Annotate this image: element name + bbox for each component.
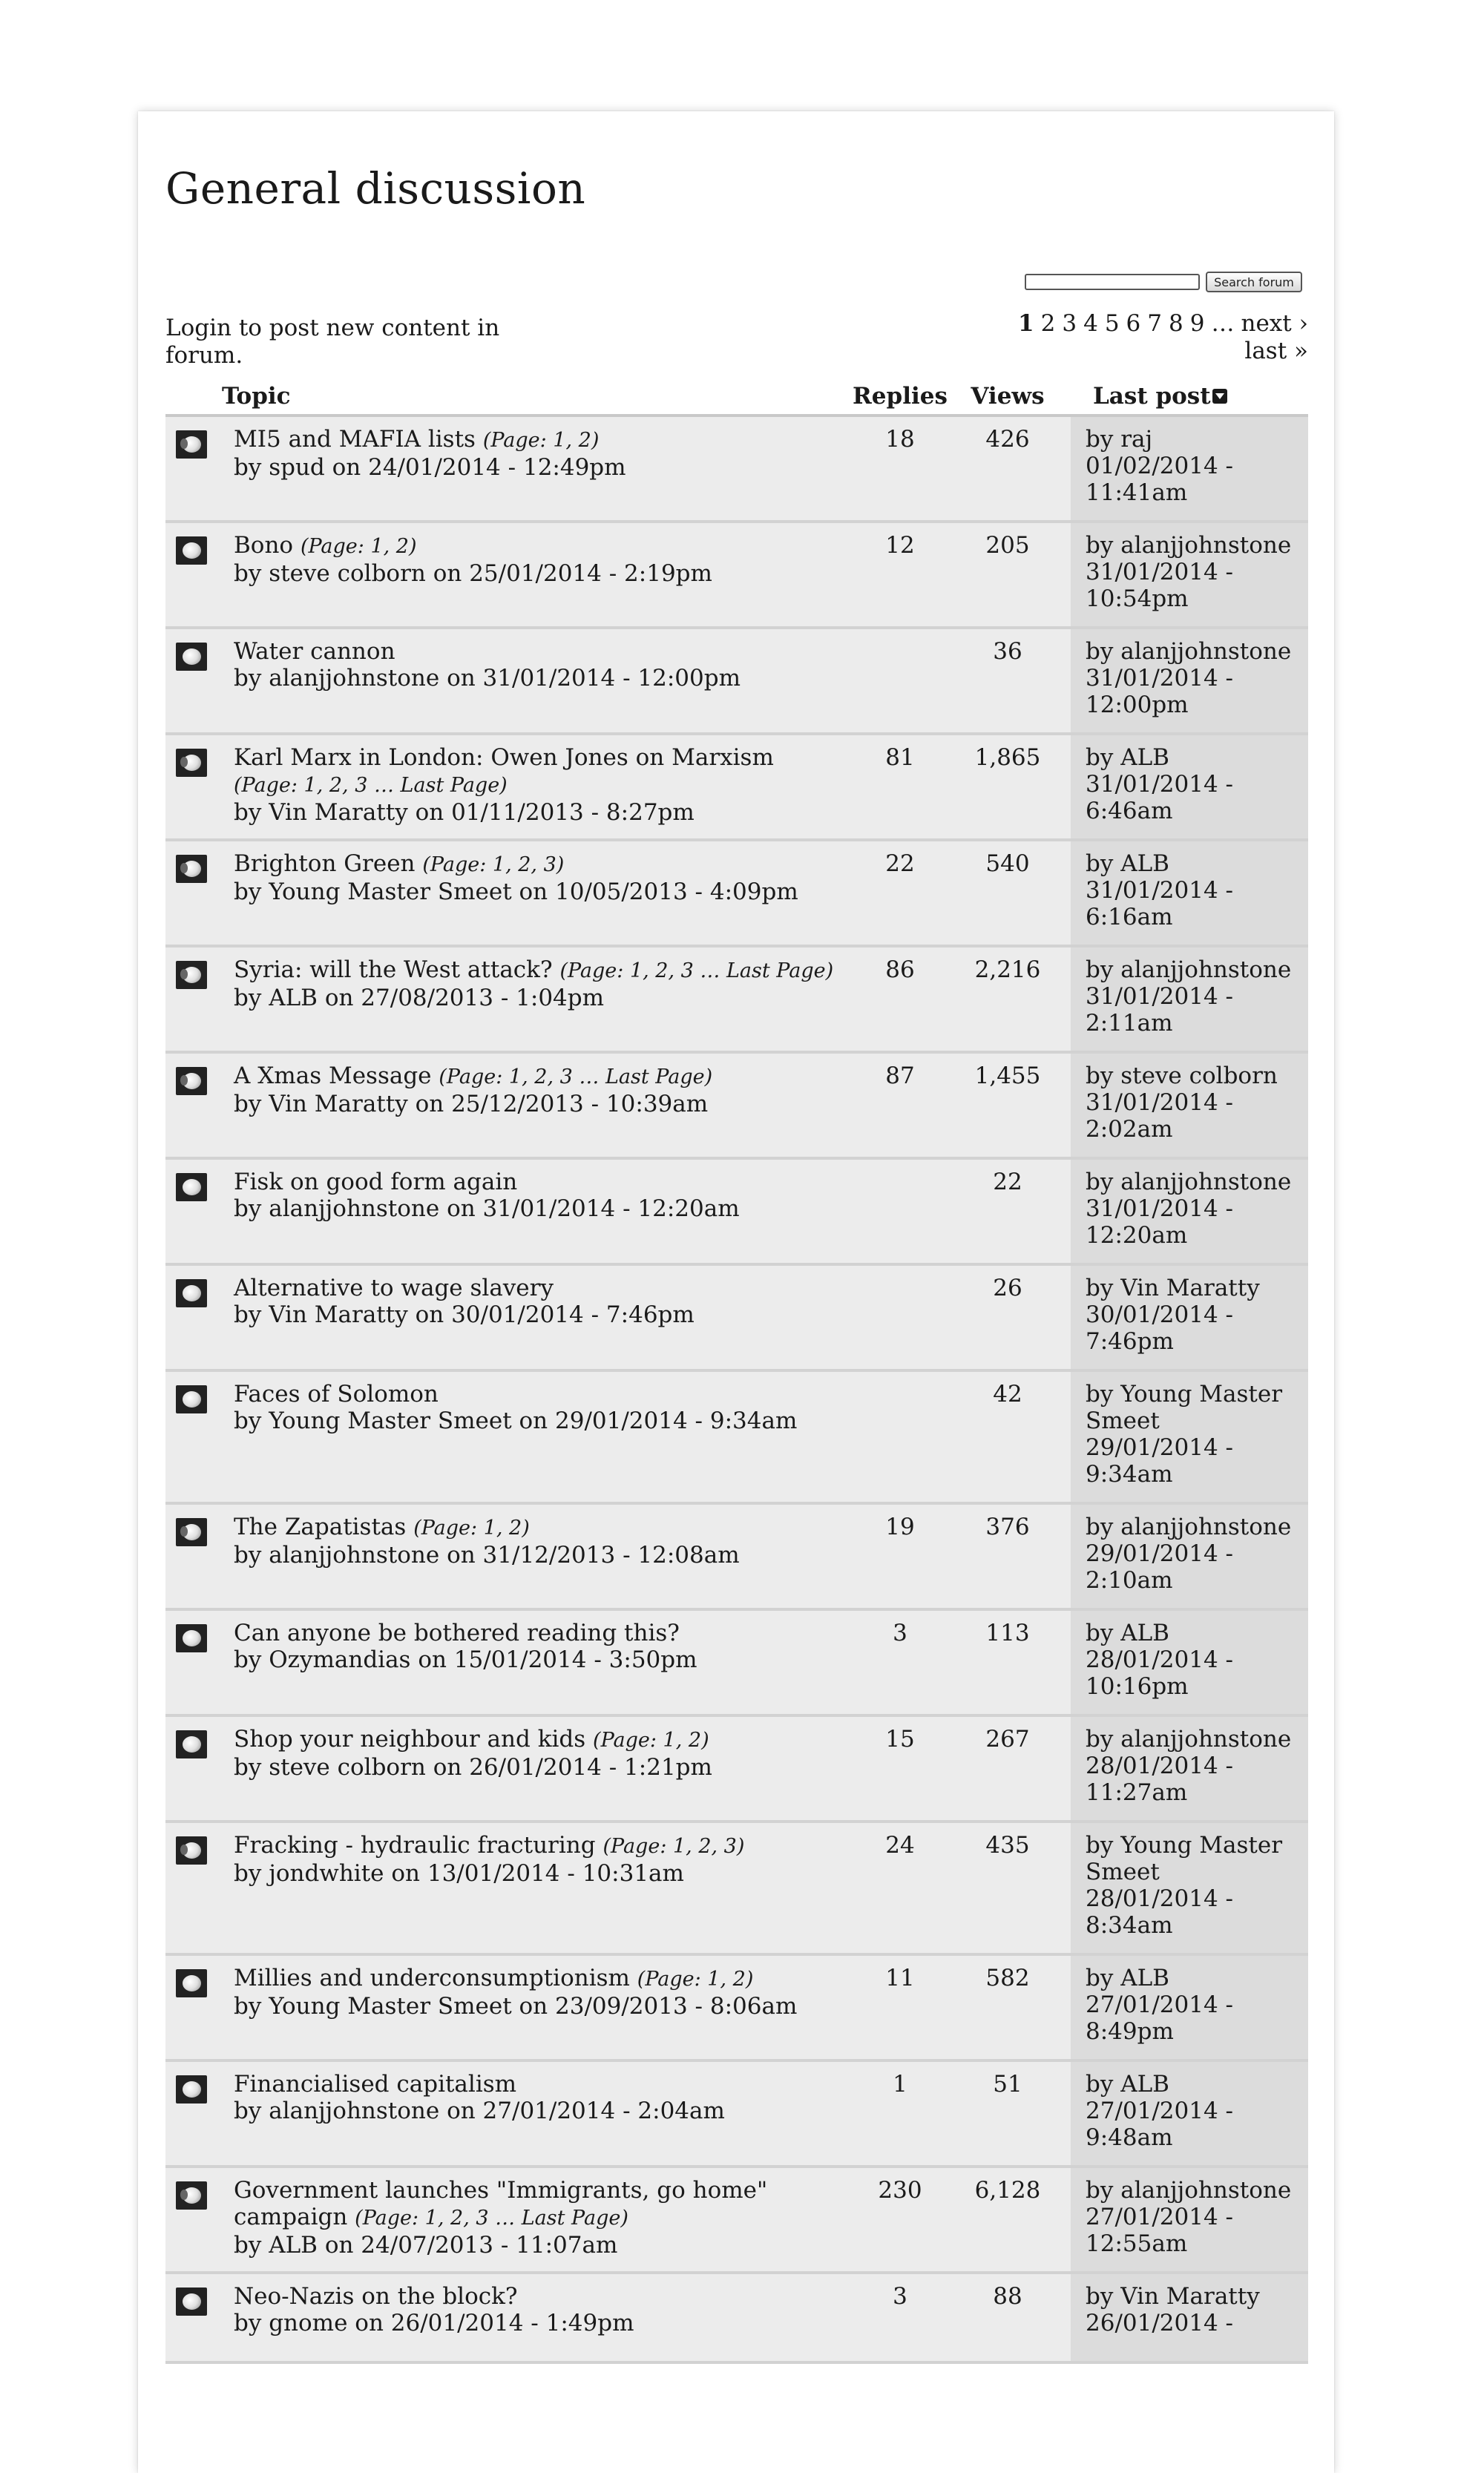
replies-count: 15	[885, 1726, 915, 1753]
last-post-date: 31/01/2014 -	[1086, 1089, 1234, 1116]
table-row	[165, 523, 1308, 629]
views-count: 22	[993, 1169, 1022, 1195]
views-count: 51	[993, 2071, 1022, 2098]
topic-page-links[interactable]: (Page: 1, 2)	[593, 1729, 709, 1752]
topic-icon	[176, 643, 207, 671]
last-post-by[interactable]: by Vin Maratty	[1086, 1275, 1260, 1301]
last-post-by[interactable]: by alanjjohnstone	[1086, 638, 1292, 665]
table-row	[165, 629, 1308, 735]
pager-line	[863, 338, 1308, 365]
topic-page-links[interactable]: (Page: 1, 2, 3)	[422, 853, 565, 876]
last-post-time: 8:49pm	[1086, 2018, 1174, 2045]
last-post-cell	[1086, 956, 1301, 1037]
topic-byline: by jondwhite on 13/01/2014 - 10:31am	[234, 1860, 684, 1887]
topic-link[interactable]: Brighton Green	[234, 850, 416, 877]
replies-count: 22	[885, 850, 915, 877]
topic-link[interactable]: MI5 and MAFIA lists	[234, 426, 476, 453]
column-header-views[interactable]: Views	[971, 383, 1045, 410]
topic-byline: by spud on 24/01/2014 - 12:49pm	[234, 454, 626, 481]
last-post-cell	[1086, 2177, 1301, 2257]
views-count: 426	[985, 426, 1030, 453]
hot-topic-icon	[176, 855, 207, 883]
views-count: 2,216	[974, 956, 1041, 983]
last-post-time: 12:20am	[1086, 1222, 1188, 1249]
last-post-time: 6:16am	[1086, 904, 1173, 930]
last-post-cell	[1086, 1965, 1301, 2045]
views-count: 113	[985, 1620, 1030, 1646]
last-post-date: 31/01/2014 -	[1086, 559, 1234, 585]
topic-cell	[234, 1063, 842, 1117]
last-post-cell	[1086, 532, 1301, 612]
topic-link[interactable]: Faces of Solomon	[234, 1381, 439, 1408]
topic-byline: by Ozymandias on 15/01/2014 - 3:50pm	[234, 1646, 697, 1673]
last-post-date: 31/01/2014 -	[1086, 771, 1234, 798]
topic-byline: by alanjjohnstone on 31/01/2014 - 12:00pm	[234, 665, 741, 692]
last-post-by[interactable]: by alanjjohnstone	[1086, 2177, 1292, 2204]
table-row	[165, 735, 1308, 841]
last-post-date: 31/01/2014 -	[1086, 1195, 1234, 1222]
topic-page-links[interactable]: (Page: 1, 2)	[637, 1968, 754, 1991]
views-count: 1,865	[974, 744, 1041, 771]
last-post-time: 12:00pm	[1086, 692, 1189, 718]
topic-link[interactable]: Government launches "Immigrants, go home" campaign	[234, 2177, 768, 2230]
topic-icon	[176, 2288, 207, 2316]
hot-topic-icon	[176, 961, 207, 989]
topic-link[interactable]: Fisk on good form again	[234, 1169, 518, 1195]
views-count: 6,128	[974, 2177, 1041, 2204]
table-row	[165, 948, 1308, 1054]
topic-link[interactable]: Millies and underconsumptionism	[234, 1965, 630, 1991]
last-post-by[interactable]: by alanjjohnstone	[1086, 1726, 1292, 1753]
topic-byline: by gnome on 26/01/2014 - 1:49pm	[234, 2310, 634, 2336]
table-row	[165, 1717, 1308, 1823]
topic-page-links[interactable]: (Page: 1, 2, 3 … Last Page)	[355, 2207, 628, 2230]
pager-ellipsis: …	[1211, 310, 1235, 337]
replies-count: 86	[885, 956, 915, 983]
last-post-time: 2:11am	[1086, 1010, 1173, 1037]
replies-count: 24	[885, 1832, 915, 1859]
replies-count: 1	[893, 2071, 907, 2098]
topic-link[interactable]: Shop your neighbour and kids	[234, 1726, 586, 1753]
topic-link[interactable]: Alternative to wage slavery	[234, 1275, 554, 1301]
table-row	[165, 1054, 1308, 1160]
topic-link[interactable]: Syria: will the West attack?	[234, 956, 553, 983]
topic-link[interactable]: Fracking - hydraulic fracturing	[234, 1832, 596, 1859]
topic-cell	[234, 1169, 842, 1222]
pager-page-1[interactable]: 1	[1018, 310, 1034, 337]
topic-link[interactable]: Financialised capitalism	[234, 2071, 517, 2098]
table-row	[165, 1266, 1308, 1372]
topic-icon	[176, 1173, 207, 1201]
topic-cell	[234, 956, 842, 1011]
topic-icon	[176, 1624, 207, 1652]
views-count: 582	[985, 1965, 1030, 1991]
topic-byline: by alanjjohnstone on 27/01/2014 - 2:04am	[234, 2098, 725, 2124]
last-post-by[interactable]: by alanjjohnstone	[1086, 1514, 1292, 1540]
last-post-by[interactable]: by ALB	[1086, 744, 1169, 771]
last-post-by[interactable]: by alanjjohnstone	[1086, 956, 1292, 983]
topic-link[interactable]: Can anyone be bothered reading this?	[234, 1620, 680, 1646]
last-post-cell	[1086, 1381, 1301, 1488]
last-post-cell	[1086, 744, 1301, 824]
topic-icon	[176, 1969, 207, 1997]
topic-cell	[234, 532, 842, 587]
column-header-replies[interactable]: Replies	[853, 383, 948, 410]
topic-cell	[234, 638, 842, 692]
last-post-date: 31/01/2014 -	[1086, 877, 1234, 904]
last-post-date: 28/01/2014 -	[1086, 1753, 1234, 1779]
views-count: 42	[993, 1381, 1022, 1408]
topic-byline: by ALB on 27/08/2013 - 1:04pm	[234, 985, 605, 1011]
views-count: 88	[993, 2283, 1022, 2310]
last-post-by[interactable]: by alanjjohnstone	[1086, 532, 1292, 559]
last-post-time: 9:48am	[1086, 2124, 1173, 2151]
topic-cell	[234, 1726, 842, 1781]
topic-cell	[234, 850, 842, 905]
last-post-cell	[1086, 1514, 1301, 1594]
last-post-time: 8:34am	[1086, 1912, 1173, 1939]
last-post-by[interactable]: by alanjjohnstone	[1086, 1169, 1292, 1195]
topic-link[interactable]: A Xmas Message	[234, 1063, 432, 1089]
topic-cell	[234, 426, 842, 481]
topic-page-links[interactable]: (Page: 1, 2)	[482, 429, 600, 452]
last-post-by[interactable]: by raj	[1086, 426, 1153, 453]
last-post-cell	[1086, 1169, 1301, 1249]
topic-icon	[176, 2075, 207, 2103]
replies-count: 12	[885, 532, 915, 559]
hot-topic-icon	[176, 1067, 207, 1095]
pager-line	[863, 310, 1308, 338]
topic-byline: by alanjjohnstone on 31/01/2014 - 12:20am	[234, 1195, 740, 1222]
topic-byline: by Vin Maratty on 30/01/2014 - 7:46pm	[234, 1301, 695, 1328]
table-row	[165, 841, 1308, 948]
table-row	[165, 1823, 1308, 1956]
sort-descending-icon[interactable]	[1212, 389, 1227, 404]
last-post-cell	[1086, 2071, 1301, 2151]
pager-next-link[interactable]: next ›	[1241, 310, 1308, 337]
table-row	[165, 1611, 1308, 1717]
pager	[863, 310, 1308, 365]
last-post-by[interactable]: by Young Master Smeet	[1086, 1381, 1283, 1434]
hot-topic-icon	[176, 430, 207, 459]
last-post-time: 10:54pm	[1086, 585, 1189, 612]
table-row	[165, 1505, 1308, 1611]
page-title: General discussion	[165, 163, 586, 214]
last-post-time: 7:46pm	[1086, 1328, 1174, 1355]
views-count: 1,455	[974, 1063, 1041, 1089]
hot-topic-icon	[176, 1836, 207, 1865]
topic-cell	[234, 2177, 842, 2259]
last-post-cell	[1086, 850, 1301, 930]
last-post-date: 26/01/2014 -	[1086, 2310, 1234, 2336]
table-row	[165, 1160, 1308, 1266]
views-count: 205	[985, 532, 1030, 559]
last-post-cell	[1086, 2283, 1301, 2336]
column-header-last-post[interactable]	[1071, 383, 1308, 410]
replies-count: 18	[885, 426, 915, 453]
last-post-by[interactable]: by Vin Maratty	[1086, 2283, 1260, 2310]
last-post-cell	[1086, 1726, 1301, 1806]
topic-byline: by alanjjohnstone on 31/12/2013 - 12:08am	[234, 1542, 740, 1569]
table-row	[165, 1956, 1308, 2062]
topic-byline: by Young Master Smeet on 29/01/2014 - 9:34am	[234, 1408, 798, 1434]
replies-count: 230	[878, 2177, 922, 2204]
last-post-time: 6:46am	[1086, 798, 1173, 824]
topic-link[interactable]: The Zapatistas	[234, 1514, 407, 1540]
table-header	[165, 380, 1308, 417]
search-forum-button[interactable]: Search forum	[1206, 272, 1302, 292]
topic-cell	[234, 1832, 842, 1887]
last-post-by[interactable]: by ALB	[1086, 1620, 1169, 1646]
topic-table	[165, 380, 1308, 2364]
last-post-date: 27/01/2014 -	[1086, 2204, 1234, 2230]
table-row	[165, 2274, 1308, 2364]
table-row	[165, 2062, 1308, 2168]
views-count: 26	[993, 1275, 1022, 1301]
table-row	[165, 417, 1308, 523]
last-post-cell	[1086, 1275, 1301, 1355]
topic-cell	[234, 1514, 842, 1569]
last-post-time: 10:16pm	[1086, 1673, 1189, 1700]
last-post-cell	[1086, 426, 1301, 506]
last-post-date: 29/01/2014 -	[1086, 1540, 1234, 1567]
topic-byline: by steve colborn on 25/01/2014 - 2:19pm	[234, 560, 712, 587]
topic-page-links[interactable]: (Page: 1, 2, 3)	[603, 1835, 745, 1858]
pager-page-5[interactable]: 5	[1104, 310, 1120, 337]
topic-icon	[176, 536, 207, 565]
topic-page-links[interactable]: (Page: 1, 2, 3 … Last Page)	[234, 774, 508, 797]
last-post-by[interactable]: by ALB	[1086, 850, 1169, 877]
last-post-date: 31/01/2014 -	[1086, 983, 1234, 1010]
last-post-cell	[1086, 1620, 1301, 1700]
topic-byline: by steve colborn on 26/01/2014 - 1:21pm	[234, 1754, 712, 1781]
last-post-date: 28/01/2014 -	[1086, 1885, 1234, 1912]
topic-byline: by Young Master Smeet on 23/09/2013 - 8:06am	[234, 1993, 798, 2020]
topic-link[interactable]: Water cannon	[234, 638, 395, 665]
topic-cell	[234, 1965, 842, 2020]
topic-cell	[234, 1620, 842, 1673]
replies-count: 11	[885, 1965, 915, 1991]
last-post-time: 11:41am	[1086, 479, 1188, 506]
topic-cell	[234, 2283, 842, 2336]
topic-page-links[interactable]: (Page: 1, 2)	[300, 535, 417, 558]
topic-page-links[interactable]: (Page: 1, 2, 3 … Last Page)	[439, 1065, 713, 1088]
topic-byline: by ALB on 24/07/2013 - 11:07am	[234, 2232, 618, 2259]
last-post-time: 11:27am	[1086, 1779, 1188, 1806]
last-post-time: 9:34am	[1086, 1461, 1173, 1488]
pager-page-7[interactable]: 7	[1147, 310, 1163, 337]
replies-count: 19	[885, 1514, 915, 1540]
table-body	[165, 417, 1308, 2364]
last-post-date: 30/01/2014 -	[1086, 1301, 1234, 1328]
last-post-by[interactable]: by Young Master Smeet	[1086, 1832, 1283, 1885]
replies-count: 81	[885, 744, 915, 771]
topic-link[interactable]: Neo-Nazis on the block?	[234, 2283, 518, 2310]
topic-page-links[interactable]: (Page: 1, 2)	[413, 1517, 530, 1540]
pager-last-link[interactable]: last »	[1244, 338, 1308, 364]
search-form	[1025, 272, 1302, 292]
last-post-date: 29/01/2014 -	[1086, 1434, 1234, 1461]
replies-count: 3	[893, 1620, 907, 1646]
last-post-date: 28/01/2014 -	[1086, 1646, 1234, 1673]
last-post-by[interactable]: by ALB	[1086, 1965, 1169, 1991]
last-post-by[interactable]: by steve colborn	[1086, 1063, 1278, 1089]
last-post-cell	[1086, 1063, 1301, 1143]
topic-cell	[234, 744, 842, 826]
topic-icon	[176, 1279, 207, 1307]
views-count: 376	[985, 1514, 1030, 1540]
topic-byline: by Young Master Smeet on 10/05/2013 - 4:09pm	[234, 878, 798, 905]
views-count: 267	[985, 1726, 1030, 1753]
table-row	[165, 2168, 1308, 2274]
pager-page-9[interactable]: 9	[1189, 310, 1205, 337]
last-post-cell	[1086, 638, 1301, 718]
topic-cell	[234, 1275, 842, 1328]
last-post-date: 01/02/2014 -	[1086, 453, 1234, 479]
hot-topic-icon	[176, 749, 207, 777]
topic-cell	[234, 1381, 842, 1434]
topic-byline: by Vin Maratty on 25/12/2013 - 10:39am	[234, 1091, 709, 1117]
replies-count: 87	[885, 1063, 915, 1089]
login-note[interactable]: Login to post new content in forum.	[165, 315, 500, 369]
pager-page-3[interactable]: 3	[1062, 310, 1077, 337]
topic-link[interactable]: Bono	[234, 532, 294, 559]
topic-byline: by Vin Maratty on 01/11/2013 - 8:27pm	[234, 799, 695, 826]
last-post-cell	[1086, 1832, 1301, 1939]
pager-page-6[interactable]: 6	[1126, 310, 1141, 337]
views-count: 435	[985, 1832, 1030, 1859]
topic-link[interactable]: Karl Marx in London: Owen Jones on Marxism	[234, 744, 774, 771]
topic-icon	[176, 1385, 207, 1413]
last-post-time: 12:55am	[1086, 2230, 1188, 2257]
last-post-date: 27/01/2014 -	[1086, 2098, 1234, 2124]
last-post-date: 31/01/2014 -	[1086, 665, 1234, 692]
hot-topic-icon	[176, 2181, 207, 2210]
pager-page-8[interactable]: 8	[1169, 310, 1183, 337]
table-row	[165, 1372, 1308, 1505]
last-post-by[interactable]: by ALB	[1086, 2071, 1169, 2098]
last-post-label: Last post	[1093, 383, 1211, 410]
replies-count: 3	[893, 2283, 907, 2310]
last-post-time: 2:02am	[1086, 1116, 1173, 1143]
topic-page-links[interactable]: (Page: 1, 2, 3 … Last Page)	[559, 959, 834, 982]
pager-page-2[interactable]: 2	[1040, 310, 1056, 337]
last-post-date: 27/01/2014 -	[1086, 1991, 1234, 2018]
topic-icon	[176, 1730, 207, 1758]
views-count: 36	[993, 638, 1022, 665]
last-post-time: 2:10am	[1086, 1567, 1173, 1594]
hot-topic-icon	[176, 1518, 207, 1546]
topic-cell	[234, 2071, 842, 2124]
search-input[interactable]	[1025, 274, 1200, 290]
pager-page-4[interactable]: 4	[1083, 310, 1098, 337]
column-header-topic[interactable]: Topic	[222, 383, 291, 410]
views-count: 540	[985, 850, 1030, 877]
